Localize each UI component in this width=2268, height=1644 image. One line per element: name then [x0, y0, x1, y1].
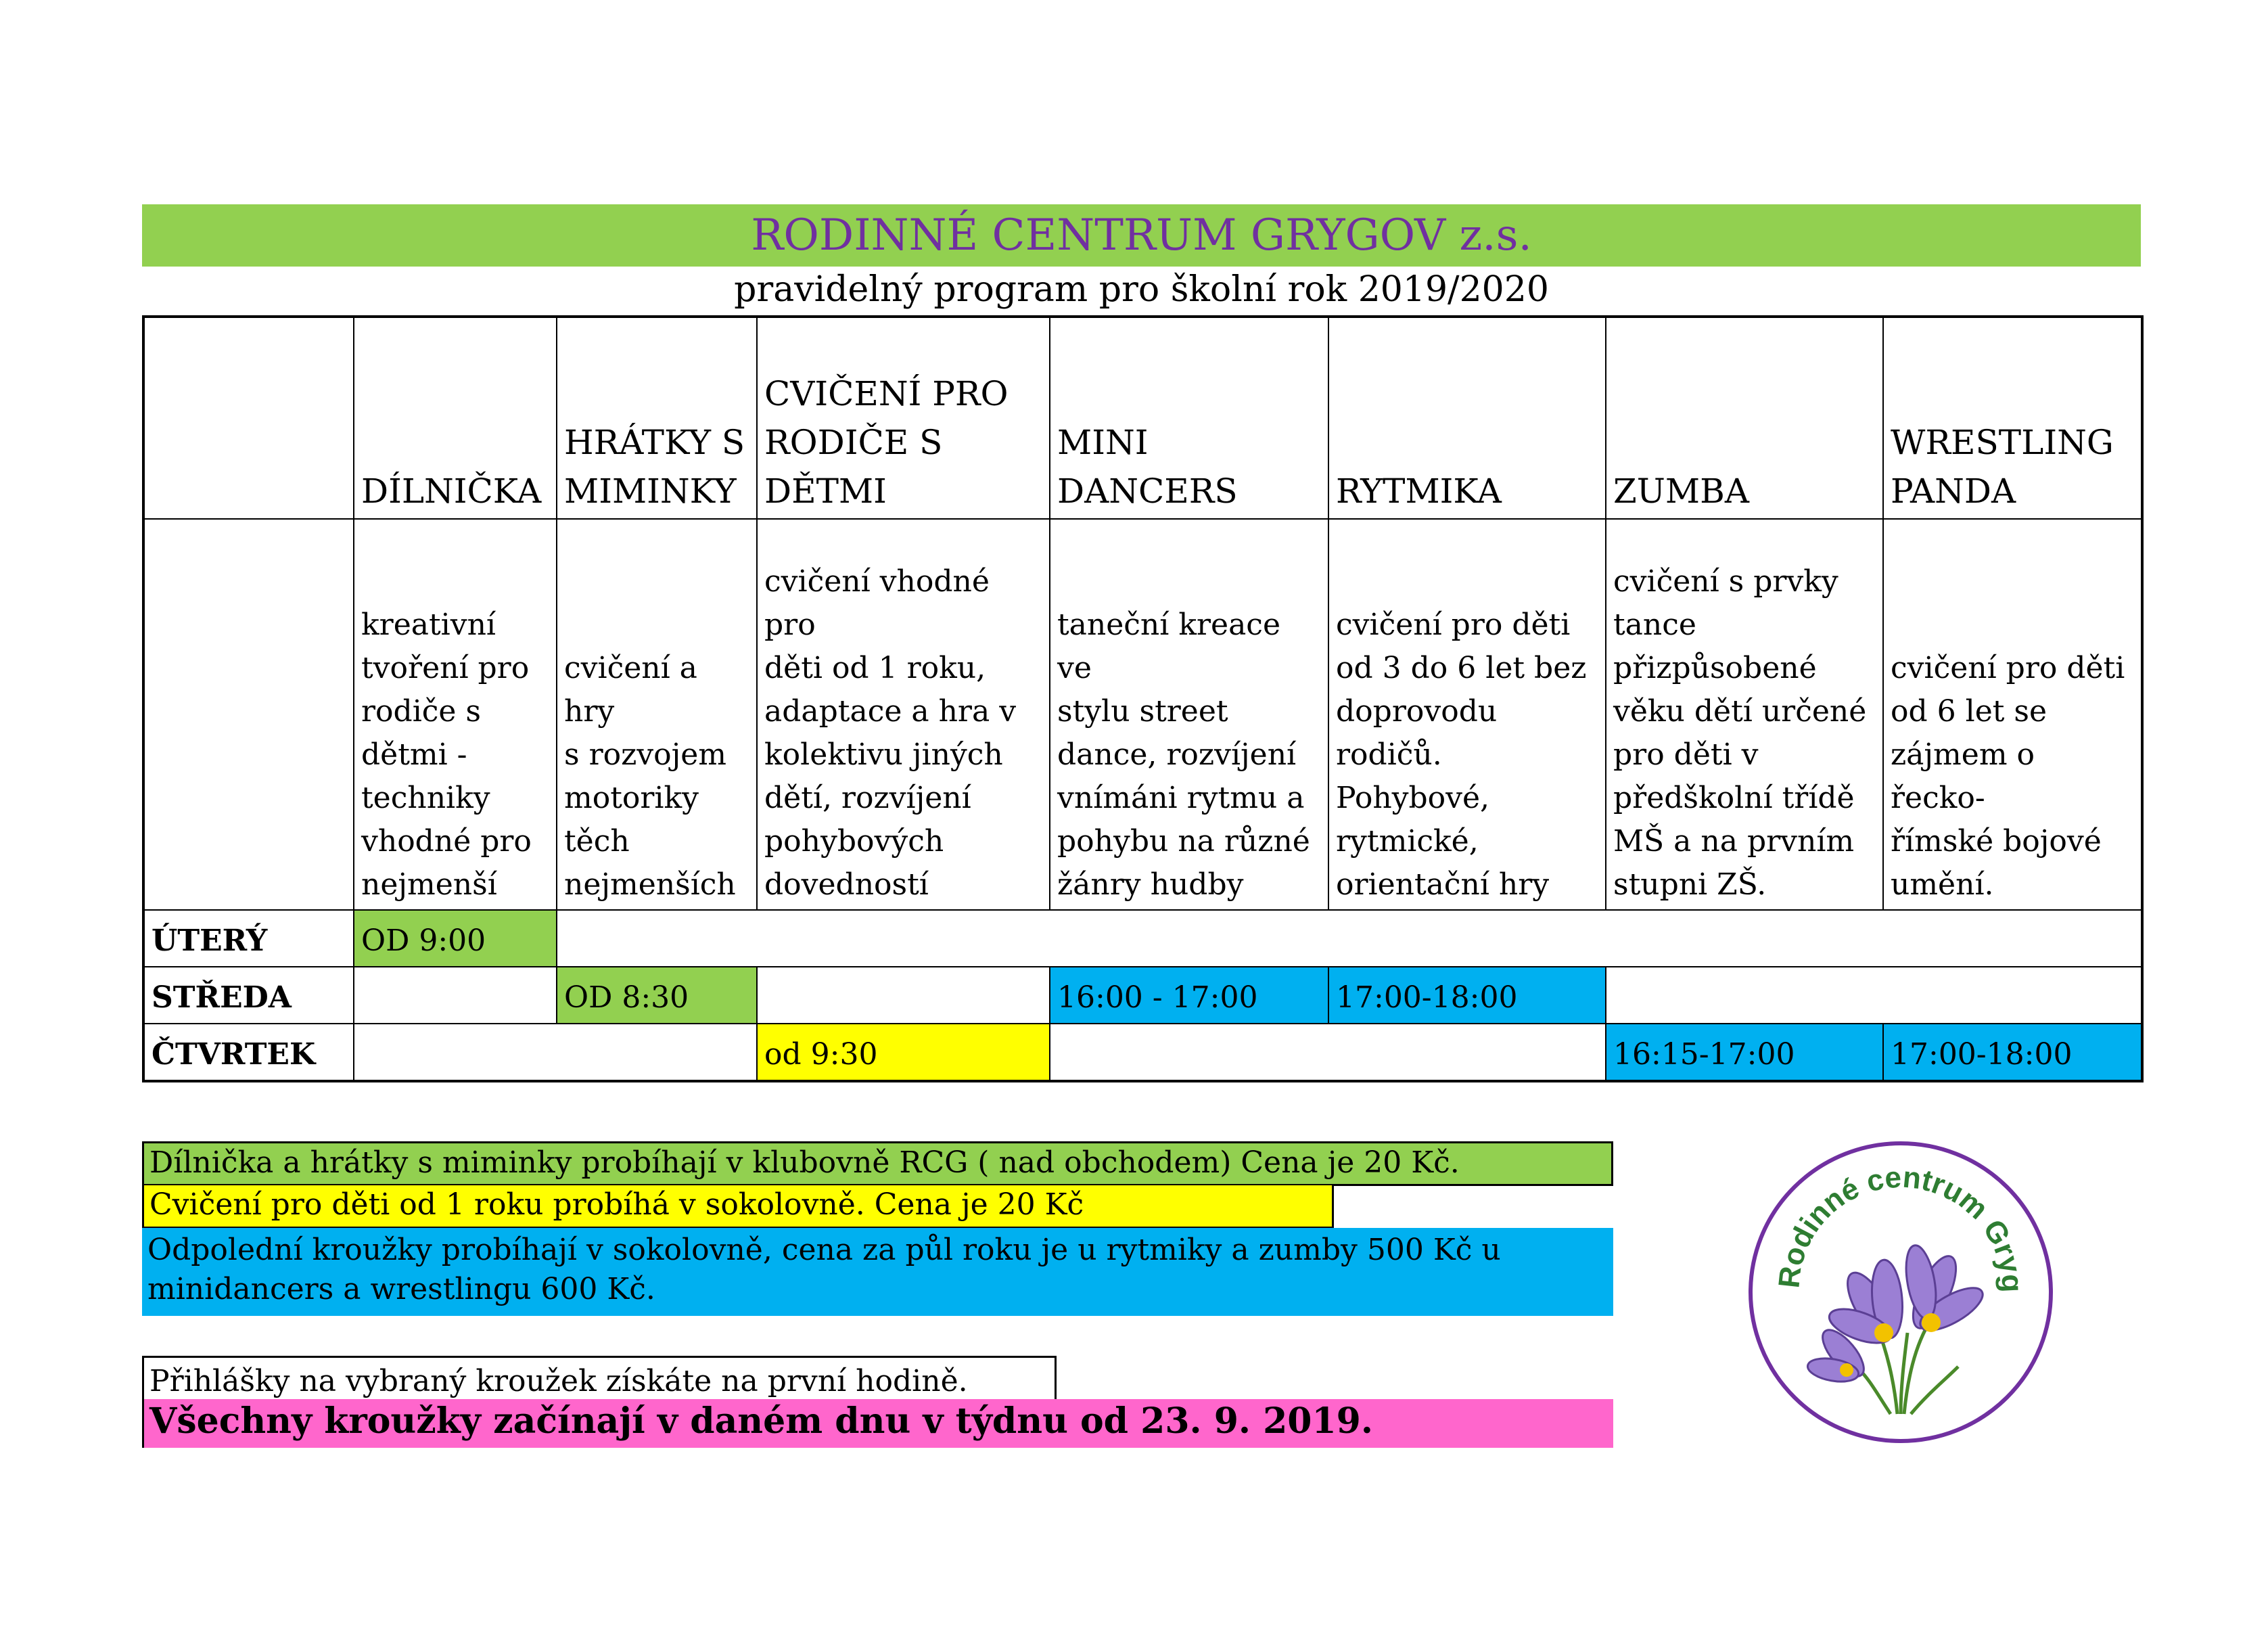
column-header: HRÁTKY S MIMINKY	[557, 317, 757, 519]
note-afternoon: Odpolední kroužky probíhají v sokolovně, cena za půl roku je u rytmiky a zumby 500 Kč u minidancers a wrestlingu 600 Kč.	[142, 1228, 1613, 1316]
day-name: ÚTERÝ	[143, 910, 354, 967]
day-name: ČTVRTEK	[143, 1024, 354, 1081]
description-cell: taneční kreace ve stylu street dance, rozvíjení vnímáni rytmu a pohybu na různé žánry hudby	[1050, 519, 1328, 910]
pasque-flower-icon	[1742, 1130, 2060, 1448]
column-header: CVIČENÍ PRO RODIČE S DĚTMI	[757, 317, 1050, 519]
time-cell: OD 9:00	[354, 910, 557, 967]
description-cell: kreativní tvoření pro rodiče s dětmi - techniky vhodné pro nejmenší	[354, 519, 557, 910]
time-cell: od 9:30	[757, 1024, 1050, 1081]
day-name: STŘEDA	[143, 967, 354, 1024]
column-header: ZUMBA	[1606, 317, 1883, 519]
description-cell: cvičení s prvky tance přizpůsobené věku dětí určené pro děti v předškolní třídě MŠ a na prvním stupni ZŠ.	[1606, 519, 1883, 910]
column-header: WRESTLING PANDA	[1883, 317, 2142, 519]
time-cell: 16:15-17:00	[1606, 1024, 1883, 1081]
note-start-date: Všechny kroužky začínají v daném dnu v týdnu od 23. 9. 2019.	[142, 1399, 1613, 1448]
column-header: DÍLNIČKA	[354, 317, 557, 519]
corner-cell	[143, 317, 354, 519]
note-registration: Přihlášky na vybraný kroužek získáte na první hodině.	[142, 1356, 1057, 1400]
empty-cell	[354, 967, 557, 1024]
schedule-table	[142, 315, 2144, 1082]
empty-cell	[1050, 1024, 1606, 1081]
logo	[1742, 1130, 2060, 1448]
page-title: RODINNÉ CENTRUM GRYGOV z.s.	[142, 204, 2141, 267]
day-row-wednesday	[143, 967, 2142, 1024]
day-row-tuesday	[143, 910, 2142, 967]
description-cell: cvičení a hry s rozvojem motoriky těch nejmenších	[557, 519, 757, 910]
description-row	[143, 519, 2142, 910]
day-row-thursday	[143, 1024, 2142, 1081]
time-cell: 17:00-18:00	[1883, 1024, 2142, 1081]
empty-cell	[557, 910, 2142, 967]
empty-cell	[354, 1024, 757, 1081]
time-cell: OD 8:30	[557, 967, 757, 1024]
table-header-row	[143, 317, 2142, 519]
page-subtitle: pravidelný program pro školní rok 2019/2020	[734, 269, 1549, 310]
column-header: RYTMIKA	[1328, 317, 1606, 519]
time-cell: 16:00 - 17:00	[1050, 967, 1328, 1024]
description-cell: cvičení pro děti od 6 let se zájmem o řecko- římské bojové umění.	[1883, 519, 2142, 910]
empty-cell	[757, 967, 1050, 1024]
logo-text: Rodinné centrum Gryg	[1772, 1160, 2029, 1294]
note-dilnicka: Dílnička a hrátky s miminky probíhají v klubovně RCG ( nad obchodem) Cena je 20 Kč.	[142, 1141, 1613, 1186]
corner-cell	[143, 519, 354, 910]
note-cviceni: Cvičení pro děti od 1 roku probíhá v sokolovně. Cena je 20 Kč	[142, 1185, 1334, 1229]
description-cell: cvičení pro děti od 3 do 6 let bez doprovodu rodičů. Pohybové, rytmické, orientační hry	[1328, 519, 1606, 910]
description-cell: cvičení vhodné pro děti od 1 roku, adaptace a hra v kolektivu jiných dětí, rozvíjení pohybových dovedností	[757, 519, 1050, 910]
column-header: MINI DANCERS	[1050, 317, 1328, 519]
time-cell: 17:00-18:00	[1328, 967, 1606, 1024]
empty-cell	[1606, 967, 2142, 1024]
